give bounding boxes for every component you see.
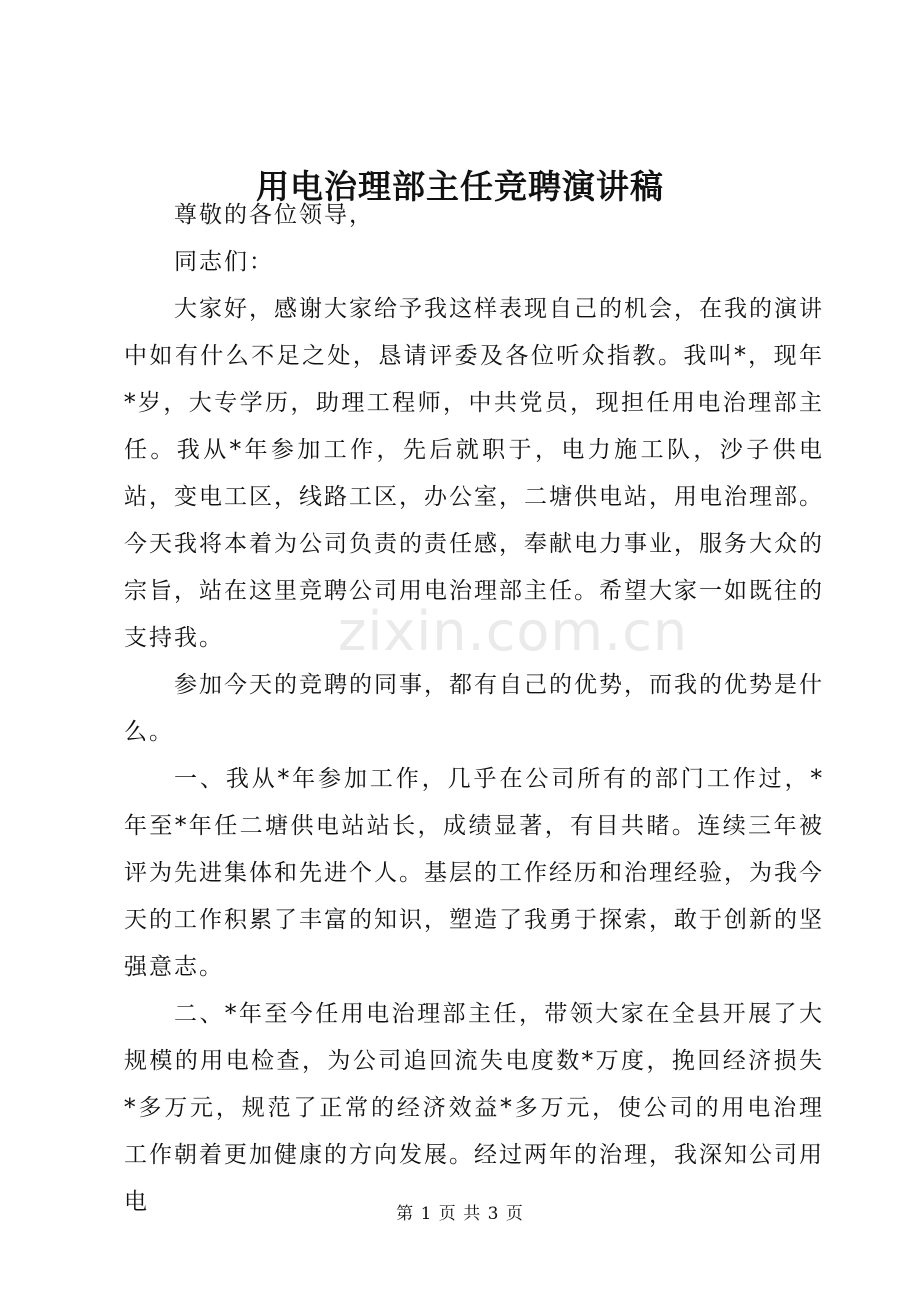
advantage-question-paragraph: 参加今天的竞聘的同事，都有自己的优势，而我的优势是什么。 <box>124 672 824 745</box>
point-two-paragraph: 二、*年至今任用电治理部主任，带领大家在全县开展了大规模的用电检查，为公司追回流失电度数*万度，挽回经济损失*多万元，规范了正常的经济效益*多万元，使公司的用电治理工作朝着更加健康的方向发展。经过两年的治理，我深知公司用电 <box>124 1001 824 1215</box>
point-one-paragraph: 一、我从*年参加工作，几乎在公司所有的部门工作过，*年至*年任二塘供电站站长，成绩显著，有目共睹。连续三年被评为先进集体和先进个人。基层的工作经历和治理经验，为我今天的工作积累了丰富的知识，塑造了我勇于探索，敢于创新的坚强意志。 <box>124 766 824 980</box>
watermark: zixin.com.cn <box>338 600 689 663</box>
document-body <box>124 192 824 1226</box>
salutation-comrades: 同志们： <box>174 249 274 275</box>
salutation: 尊敬的各位领导， <box>174 202 374 228</box>
document-title: 用电治理部主任竞聘演讲稿 <box>256 167 664 206</box>
page-footer: 第 1 页 共 3 页 <box>396 1204 524 1224</box>
intro-paragraph: 大家好，感谢大家给予我这样表现自己的机会，在我的演讲中如有什么不足之处，恳请评委及各位听众指教。我叫*，现年*岁，大专学历，助理工程师，中共党员，现担任用电治理部主任。我从*年参加工作，先后就职于，电力施工队，沙子供电站，变电工区，线路工区，办公室，二塘供电站，用电治理部。今天我将本着为公司负责的责任感，奉献电力事业，服务大众的宗旨，站在这里竞聘公司用电治理部主任。希望大家一如既往的支持我。 <box>124 296 824 651</box>
